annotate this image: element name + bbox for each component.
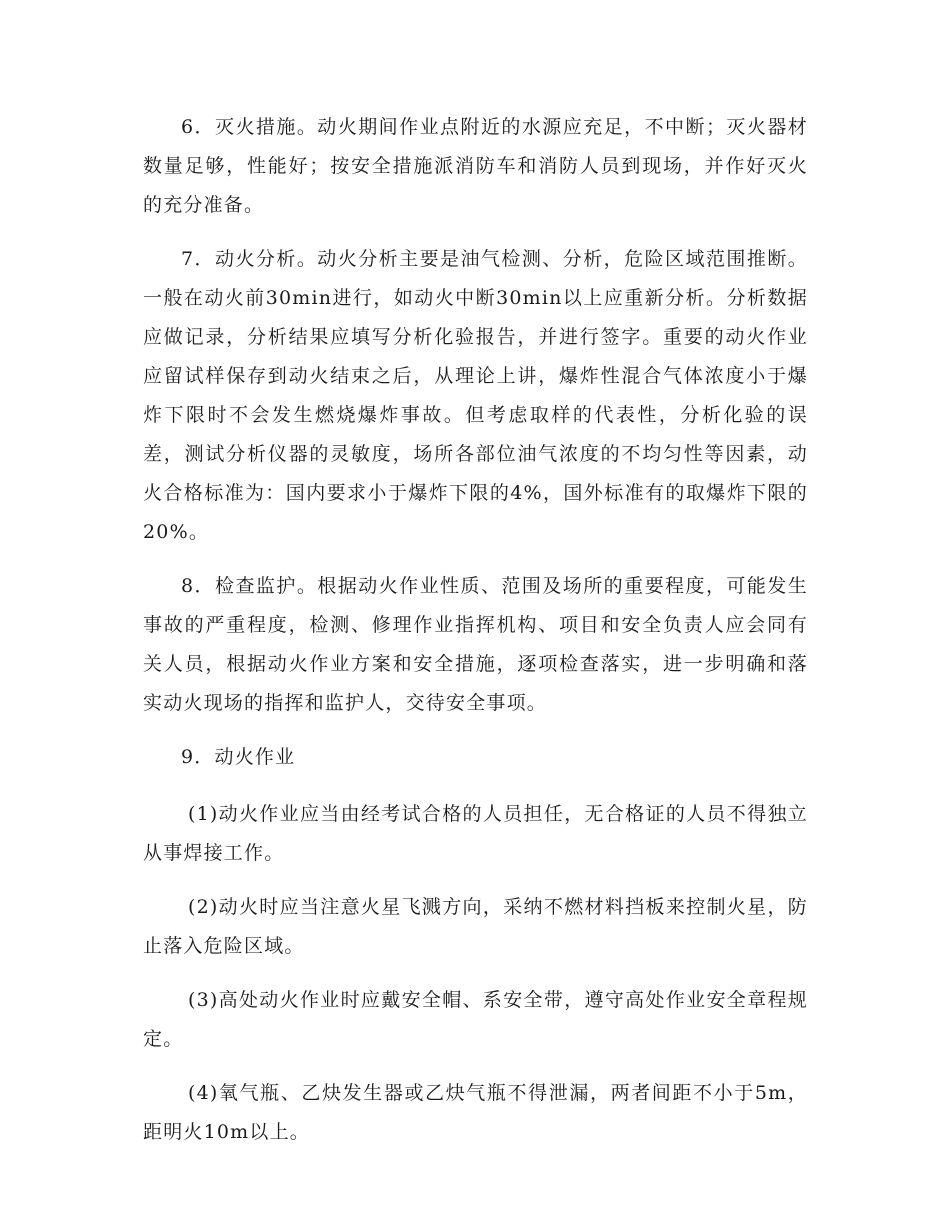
paragraph-item-1: (1)动火作业应当由经考试合格的人员担任，无合格证的人员不得独立从事焊接工作。 <box>143 803 808 864</box>
paragraph-hot-work-analysis: 7．动火分析。动火分析主要是油气检测、分析，危险区域范围推断。一般在动火前30min进行，如动火中断30min以上应重新分析。分析数据应做记录，分析结果应填写分析化验报告，并进行签字。重要的动火作业应留试样保存到动火结束之后，从理论上讲，爆炸性混合气体浓度小于爆炸下限时不会发生燃烧爆炸事故。但考虑取样的代表性，分析化验的误差，测试分析仪器的灵敏度，场所各部位油气浓度的不均匀性等因素，动火合格标准为：国内要求小于爆炸下限的4%，国外标准有的取爆炸下限的20%。 <box>143 248 808 543</box>
paragraph-hot-work-heading: 9．动火作业 <box>181 746 296 768</box>
paragraph-fire-extinguishing: 6．灭火措施。动火期间作业点附近的水源应充足，不中断；灭火器材数量足够，性能好；按安全措施派消防车和消防人员到现场，并作好灭火的充分准备。 <box>143 116 808 216</box>
paragraph-item-3: (3)高处动火作业时应戴安全帽、系安全带，遵守高处作业安全章程规定。 <box>143 989 808 1050</box>
paragraph-item-4: (4)氧气瓶、乙炔发生器或乙炔气瓶不得泄漏，两者间距不小于5m，距明火10m以上。 <box>143 1082 808 1143</box>
paragraph-item-2: (2)动火时应当注意火星飞溅方向，采纳不燃材料挡板来控制火星，防止落入危险区域。 <box>143 896 808 957</box>
document-body <box>143 108 808 1167</box>
paragraph-inspection-supervision: 8．检查监护。根据动火作业性质、范围及场所的重要程度，可能发生事故的严重程度，检测、修理作业指挥机构、项目和安全负责人应会同有关人员，根据动火作业方案和安全措施，逐项检查落实，进一步明确和落实动火现场的指挥和监护人，交待安全事项。 <box>143 575 808 714</box>
